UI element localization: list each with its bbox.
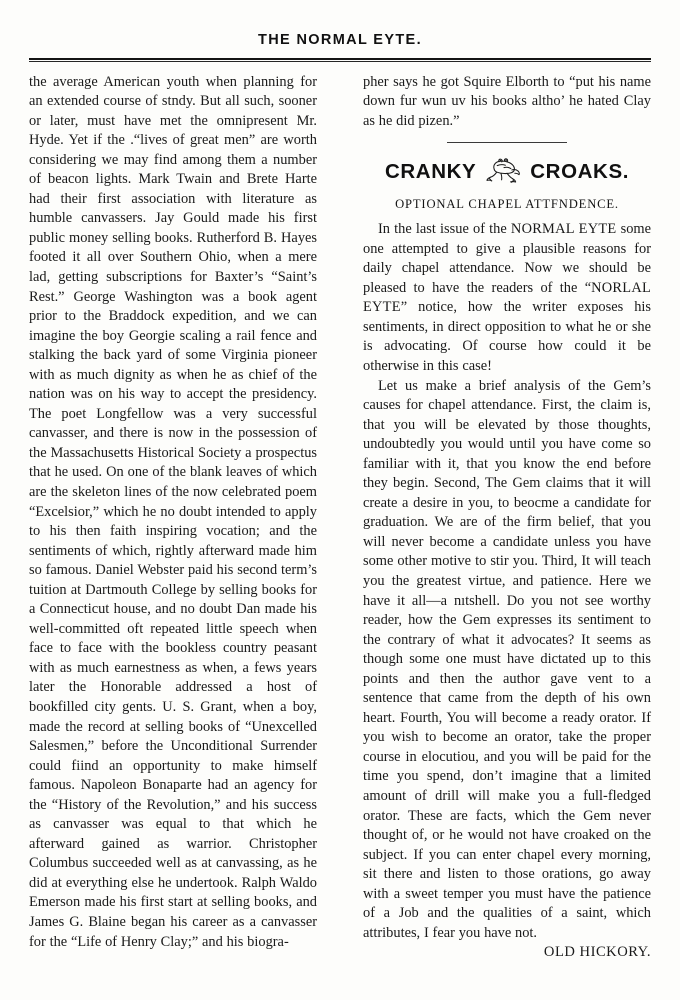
frog-illustration-icon [483, 156, 523, 186]
left-column-body-text: the average American youth when planning for an extended course of stndy. But all such, sooner or later, must have met the omnipresent Mr. Hyde. Yet if the .“lives of great men” are worth considering we may find among them a number of beacon lights. Mark Twain and Brete Harte had their first association with literature as humble canvassers. Jay Gould made his first public money selling books. Rutherford B. Hayes footed it all over Southern Ohio, when a mere lad, getting subscriptions for Baxter’s “Saint’s Rest.” George Washington was a book agent prior to the Braddock expedition, and we can imagine the boy Georgie scaling a rail fence and stalking the back yard of some Virginia pioneer with as much dignity as when he as chief of the nation was on his way to accept the presidency. The poet Longfellow was a very successful canvasser, and there is now in the possession of the Massachusetts Historical Society a prospectus that he used. On one of the blank leaves of which are the skeleton lines of the now celebrated poem “Excelsior,” which he no doubt intended to apply to his then faith inspiring vocation; and the sentiments of which, rightly afterward made him so famous. Daniel Webster paid his second term’s tuition at Dartmouth College by selling books for a Connecticut house, and no doubt Dan made his well-committed oft repeated little speech when face to face with the bookless country peasant with as much earnestness as when, a fews years later the Honorable addressed a host of bookfilled city gents. U. S. Grant, when a boy, made the record at selling books of “Unexcelled Salesmen,” before the Unconditional Surrender could fiind an opportunity to make himself famous. Napoleon Bonaparte had an agency for the “History of the Revolution,” and his success as canvasser was equal to that which he afterward gained as warrior. Christopher Columbus succeeded well as at canvassing, as he did at everything else he undertook. Ralph Waldo Emerson made his first start at selling books, and James G. Blaine began his career as a canvasser for the “Life of Henry Clay;” and his biogra- [29, 73, 317, 950]
page-header [0, 0, 680, 48]
article-signature: OLD HICKORY. [543, 944, 651, 961]
section-heading-word-left: CRANKY [384, 160, 477, 184]
signature-line [363, 943, 651, 963]
left-column [29, 73, 317, 953]
section-subtitle: OPTIONAL CHAPEL ATTFNDENCE. [395, 197, 619, 212]
section-paragraph-1: In the last issue of the NORMAL EYTE some one attempted to give a plausible reasons for daily chapel attendance. Now we should be pleased to have the readers of the “NORLAL EYTE” notice, how the writer exposes his sentiments, in direct opposition to what he or she is advocating. Of course how could it be otherwise in this case! [363, 221, 651, 374]
right-column [363, 73, 651, 963]
section-paragraph-2: Let us make a brief analysis of the Gem’s causes for chapel attendance. First, the claim is, that you will be elevated by those thoughts, undoubtedly you would until you have come so familiar with it, that you know the end before they begin. Second, The Gem claims that it will create a desire in you, to beocme a candidate for graduation. We are of the firm belief, that you will never become a candidate unless you have some other motive to stir you. Third, It will teach you the greatest virtue, and patience. Here we have it all—a nıtshell. Do you not see worthy reader, how the Gem expresses its sentiment to the contrary of what it advocates? It seems as though some one must have dictated up to this points and then the author gave vent to a sentence that came from the depth of his own heart. Fourth, You will become a ready orator. If you wish to become an orator, take the proper course in elocutiou, and you will be paid for the time you spend, don’t imagine that a limited amount of drill will make you a full-fledged orator. These are facts, which the Gem never thought of, or he would not have croaked on the subject. If you can enter chapel every morning, sit there and listen to those orations, go away with a sweet temper you must have the patience of a Job and the qualities of a saint, which attributes, I fear you have not. [363, 377, 651, 941]
section-divider-rule [447, 142, 567, 143]
section-heading-cranky-croaks [363, 157, 651, 187]
two-column-body [29, 62, 651, 963]
section-heading-word-right: CROAKS. [530, 160, 630, 184]
running-head-title: THE NORMAL EYTE. [258, 32, 422, 48]
periodical-name-smallcaps: NORLAL EYTE [363, 279, 651, 316]
periodical-name-smallcaps: NORMAL EYTE [510, 221, 617, 238]
continued-article-text: pher says he got Squire Elborth to “put his name down fur wun uv his books altho’ he hated Clay as he did pizen.” [363, 73, 651, 129]
